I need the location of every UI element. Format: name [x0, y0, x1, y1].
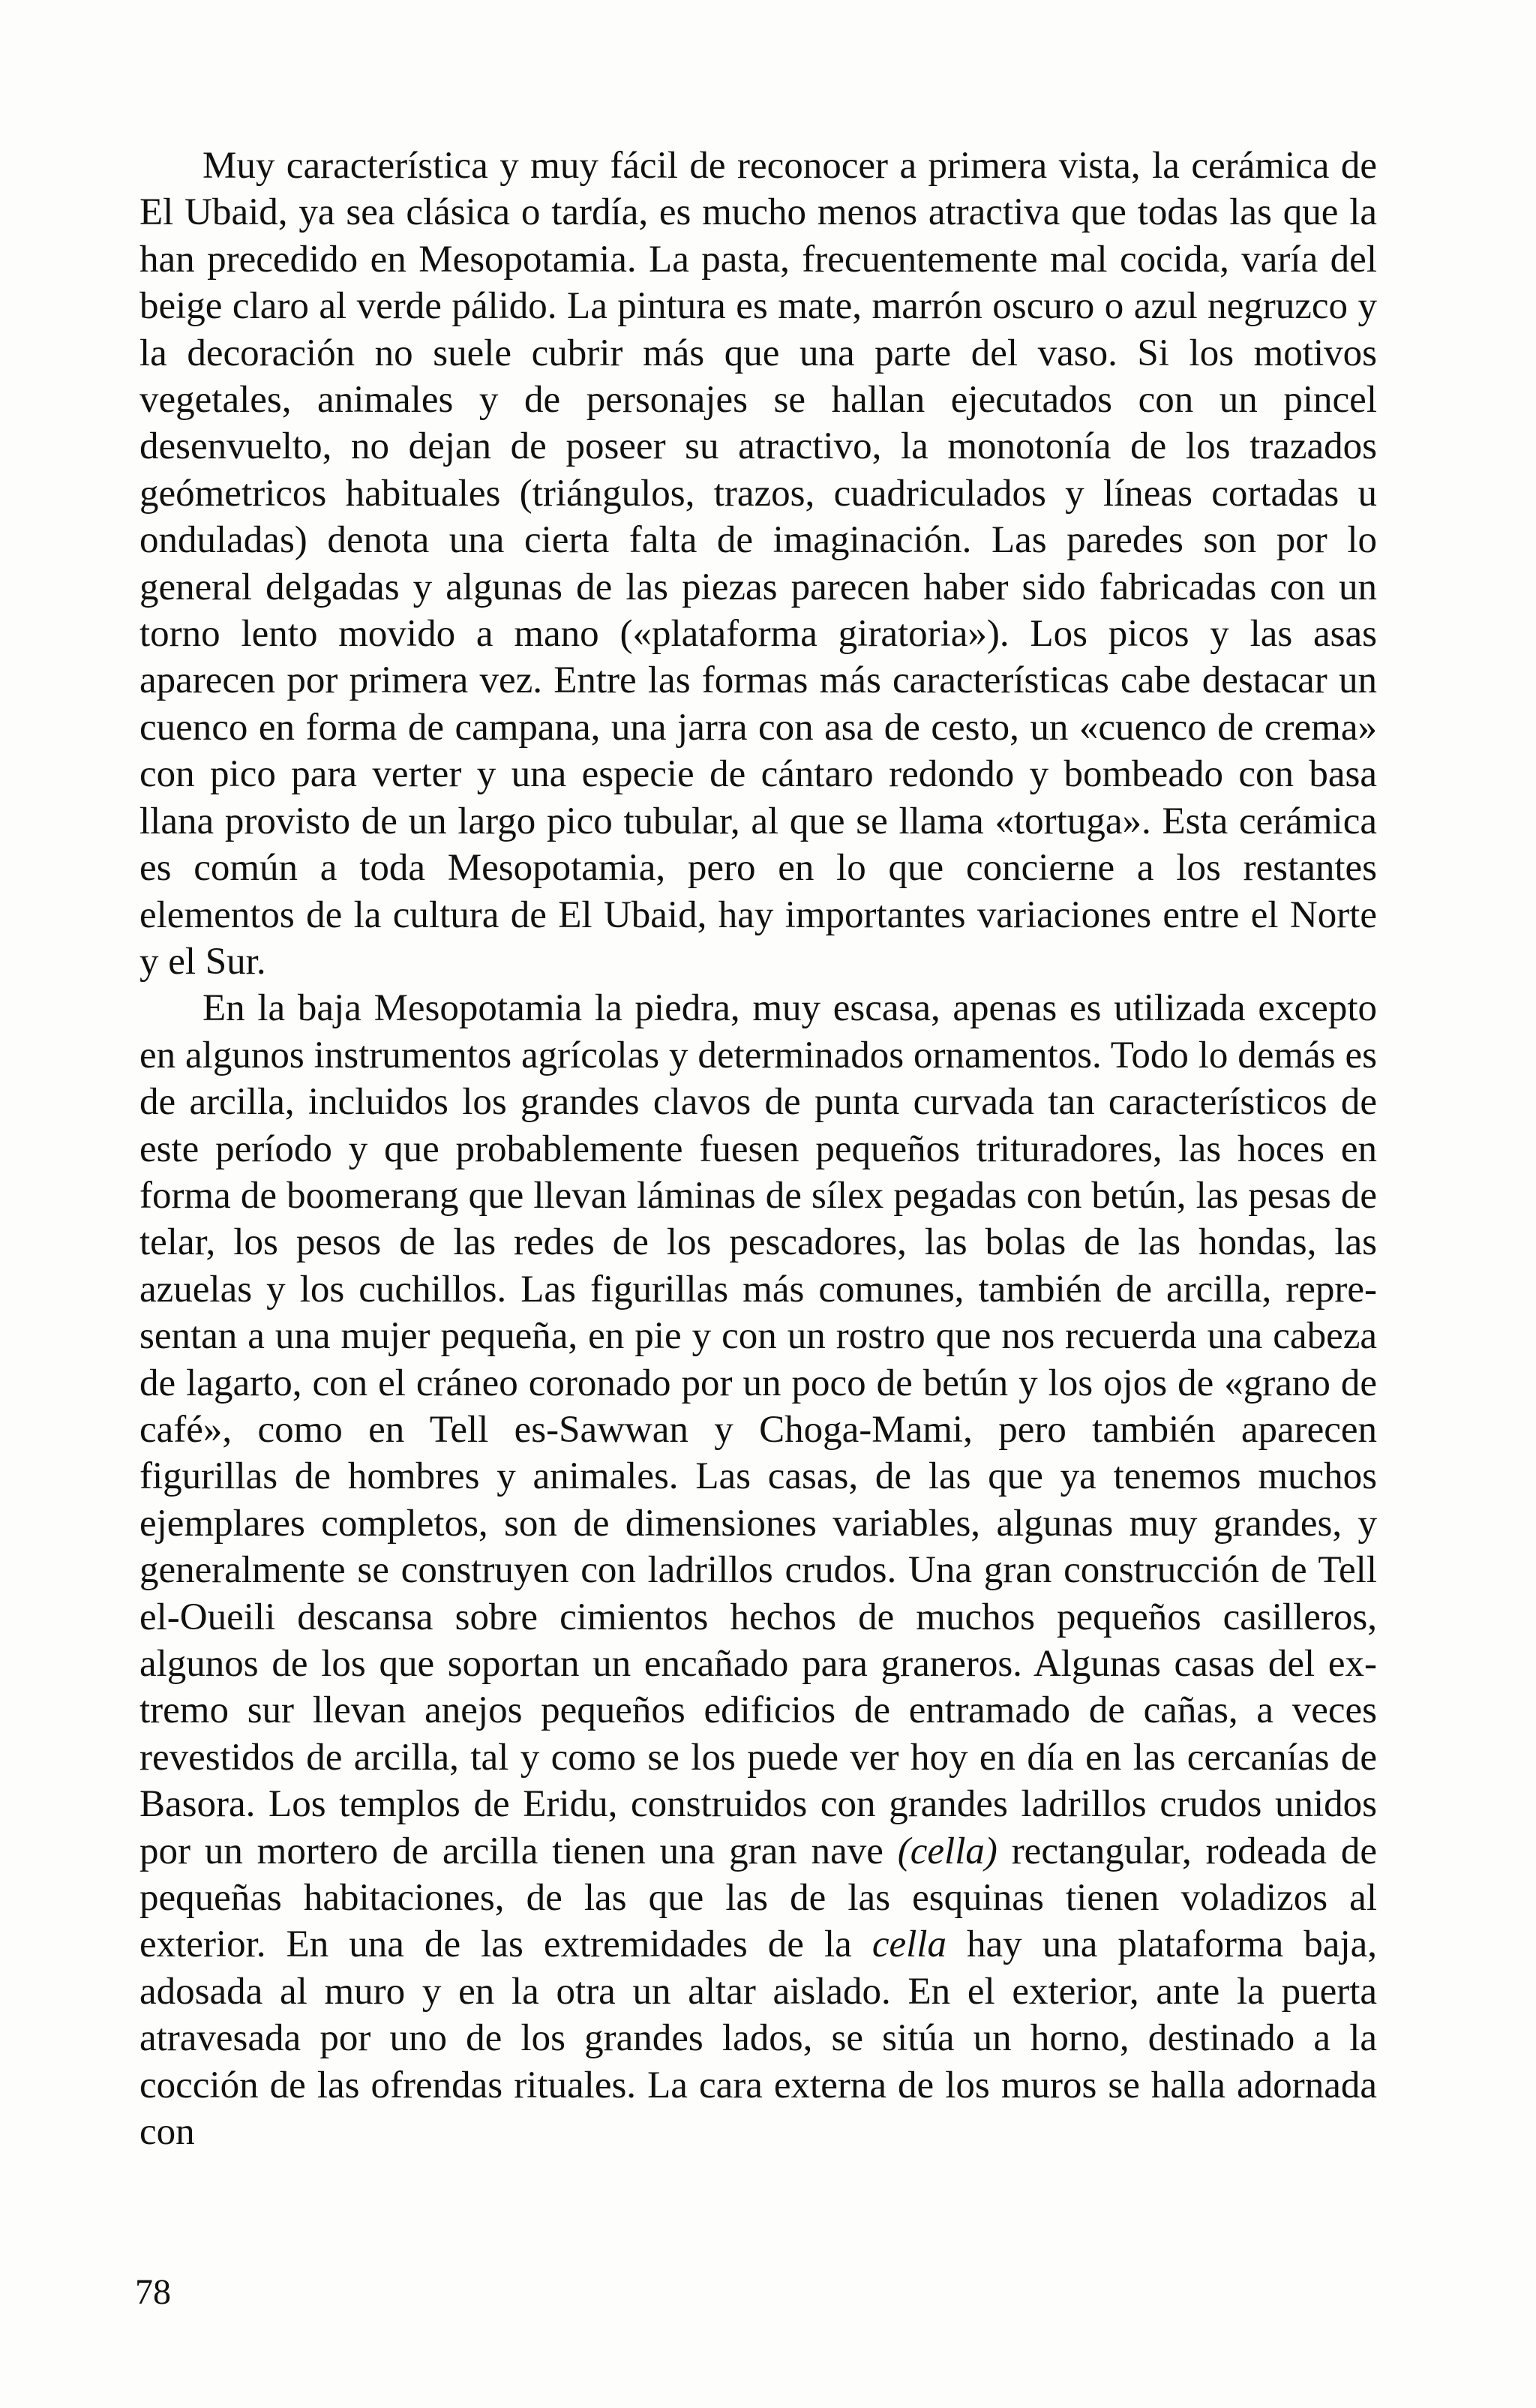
paragraph-2-text-a: En la baja Mesopotamia la piedra, muy escasa, apenas es utilizada excepto en algunos instrumentos agrícolas y determinados ornamentos. Todo lo demás es de arcilla, incluidos los grandes clavos de punta curvada tan característicos de este período y que probablemente fuesen pequeños trituradores, las hoces en forma de boomerang que llevan láminas de sílex pegadas con betún, las pesas de telar, los pesos de las redes de los pescadores, las bolas de las hondas, las azuelas y los cuchillos. Las figurillas más comunes, también de arcilla, representan a una mujer pequeña, en pie y con un rostro que nos recuerda una cabeza de lagarto, con el cráneo coronado por un poco de betún y los ojos de «grano de café», como en Tell es-Sawwan y Choga-Mami, pero también aparecen figurillas de hombres y animales. Las casas, de las que ya tenemos muchos ejemplares completos, son de dimensiones variables, algunas muy grandes, y generalmente se construyen con ladrillos crudos. Una gran construcción de Tell el-Oueili descansa sobre cimientos hechos de muchos pequeños casilleros, algunos de los que soportan un encañado para graneros. Algunas casas del extremo sur llevan anejos pequeños edificios de entramado de cañas, a veces revestidos de arcilla, tal y como se los puede ver hoy en día en las cercanías de Basora. Los templos de Eridu, construidos con grandes ladrillos crudos unidos por un mortero de arcilla tienen una gran nave	[140, 987, 1377, 1872]
paragraph-2-text-c: hay una plataforma baja, adosada al muro y en la otra un altar aislado. En el exterior, ante la puerta atravesada por uno de los grandes lados, se sitúa un horno, destinado a la cocción de las ofrendas rituales. La cara externa de los muros se halla adornada con	[140, 1923, 1377, 2154]
italic-term-cella-parenthetical: (cella)	[897, 1830, 998, 1872]
page-number: 78	[135, 2272, 171, 2312]
paragraph-1	[140, 143, 1377, 985]
paragraph-2-text-b: rectangular, rodeada de pequeñas habitaciones, de las que las de las esquinas tienen voladizos al exterior. En una de las extremidades de la	[140, 1830, 1377, 1966]
italic-term-cella: cella	[872, 1923, 946, 1966]
paragraph-1-text: Muy característica y muy fácil de reconocer a primera vista, la cerámica de El Ubaid, ya sea clásica o tardía, es mucho menos atractiva que todas las que la han precedido en Mesopotamia. La pasta, frecuentemente mal cocida, varía del beige claro al verde pálido. La pintura es mate, marrón oscuro o azul negruzco y la decoración no suele cubrir más que una parte del vaso. Si los motivos vegetales, animales y de personajes se hallan ejecutados con un pincel desenvuelto, no dejan de poseer su atractivo, la monotonía de los trazados geómetricos habituales (triángulos, trazos, cuadriculados y líneas cortadas u onduladas) denota una cierta falta de imaginación. Las paredes son por lo general delgadas y algunas de las piezas parecen haber sido fabricadas con un torno lento movido a mano («plataforma giratoria»). Los picos y las asas aparecen por primera vez. Entre las formas más características cabe destacar un cuenco en forma de campana, una jarra con asa de cesto, un «cuenco de crema» con pico para verter y una especie de cántaro redondo y bombeado con basa llana provisto de un largo pico tubular, al que se llama «tortuga». Esta cerámica es común a toda Mesopotamia, pero en lo que concierne a los restantes elementos de la cultura de El Ubaid, hay importantes variaciones entre el Norte y el Sur.	[140, 145, 1377, 983]
paragraph-2	[140, 985, 1377, 2155]
body-text	[140, 143, 1377, 2155]
